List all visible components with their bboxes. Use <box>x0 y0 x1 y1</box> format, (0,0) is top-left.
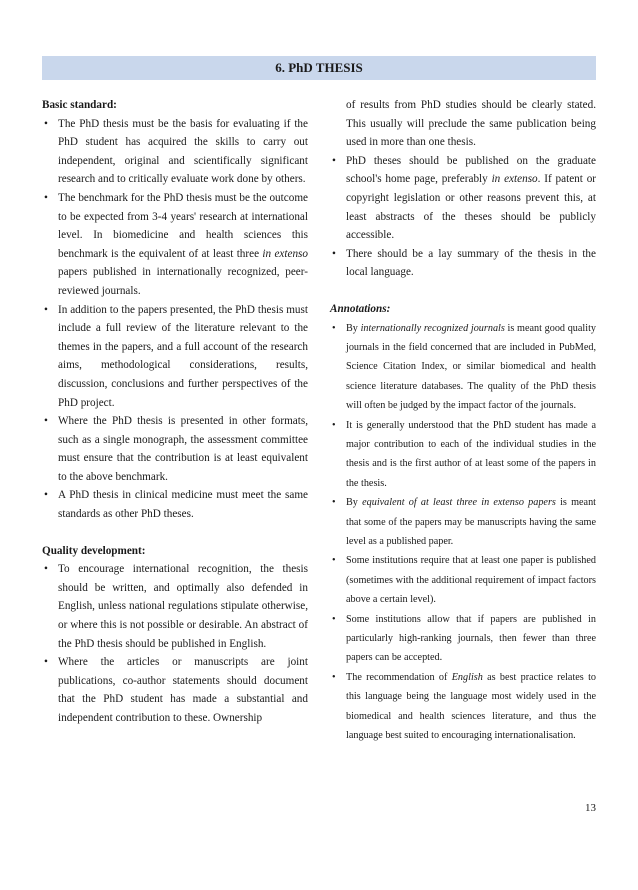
quality-development-list-continued <box>330 152 596 282</box>
item-text: The recommendation of <box>346 671 452 683</box>
list-item <box>42 301 308 413</box>
list-item <box>330 245 596 282</box>
item-text: Where the articles or manuscripts are joint publications, co-author statements should document that the PhD student has made a substantial and independent contribution to these. Ownership <box>58 656 308 724</box>
item-emphasis: internationally recognized journals <box>360 322 505 334</box>
item-text: It is generally understood that the PhD student has made a major contribution to each of the individual studies in the thesis and is the first author of at least some of the papers in the thesis. <box>346 419 596 489</box>
list-item <box>42 560 308 653</box>
page-number: 13 <box>585 802 596 814</box>
annotations-list <box>330 319 596 746</box>
list-item <box>330 416 596 494</box>
section-title: 6. PhD THESIS <box>42 56 596 80</box>
right-column <box>330 96 596 745</box>
item-text: There should be a lay summary of the thesis in the local language. <box>346 247 596 279</box>
left-column <box>42 96 308 728</box>
list-item <box>330 152 596 245</box>
list-item <box>42 653 308 727</box>
item-text: papers published in internationally recognized, peer-reviewed journals. <box>58 266 308 297</box>
item-text: Some institutions require that at least one paper is published (sometimes with the additional requirement of impact factors above a certain level). <box>346 555 596 606</box>
item-text: A PhD thesis in clinical medicine must meet the same standards as other PhD theses. <box>58 489 308 521</box>
item-text: The PhD thesis must be the basis for evaluating if the PhD student has acquired the skills to carry out independent, original and scientifically significant research and to critically evaluate work done by others. <box>58 117 308 186</box>
item-text: is meant that some of the papers may be manuscripts having the same level as a published paper. <box>346 497 597 547</box>
item-emphasis: equivalent of at least three in extenso papers <box>362 497 556 509</box>
quality-development-list <box>42 560 308 727</box>
item-text: Where the PhD thesis is presented in other formats, such as a single monograph, the assessment committee must ensure that the contribution is at least equivalent to the above benchmark. <box>58 415 308 483</box>
list-item <box>330 668 596 746</box>
item-text: . If patent or copyright legislation or other reasons prevent this, at least abstracts of the theses should be publicly accessible. <box>346 173 597 242</box>
item-text: is meant good quality journals in the field concerned that are included in PubMed, Science Citation Index, or similar biomedical and health science literature databases. The quality of the PhD thesis will often be judged by the impact factor of the journals. <box>346 322 597 412</box>
basic-standard-heading: Basic standard: <box>42 99 117 111</box>
list-item <box>42 486 308 523</box>
item-text: as best practice relates to this language being the language most widely used in the biomedical and health sciences literature, and thus the language best suited to encouraging internationalisation. <box>346 671 596 742</box>
item-text: By <box>346 497 363 509</box>
list-item <box>330 319 596 416</box>
continued-text: of results from PhD studies should be clearly stated. This usually will preclude the same publication being used in more than one thesis. <box>346 99 596 149</box>
item-text: Some institutions allow that if papers are published in particularly high-ranking journals, then fewer than three papers can be accepted. <box>346 613 596 664</box>
item-emphasis: in extenso <box>491 173 538 186</box>
list-item <box>330 610 596 668</box>
item-text: The benchmark for the PhD thesis must be the outcome to be expected from 3-4 years' research at international level. In biomedicine and health sciences this benchmark is the equivalent of at least three <box>58 191 308 260</box>
item-emphasis: in extenso <box>262 247 308 260</box>
item-emphasis: English <box>451 671 483 683</box>
list-item <box>42 189 308 301</box>
basic-standard-list <box>42 115 308 524</box>
item-text: To encourage international recognition, the thesis should be written, and optimally also defended in English, unless national regulations stipulate otherwise, or where this is not possible or desirable. An abstract of the PhD thesis should be published in English. <box>58 563 308 650</box>
list-item <box>330 493 596 551</box>
list-item <box>42 115 308 189</box>
list-item <box>330 551 596 609</box>
item-text: By <box>346 322 361 334</box>
list-item <box>42 412 308 486</box>
item-text: PhD theses should be published on the graduate school's home page, preferably <box>346 154 596 186</box>
annotations-heading: Annotations: <box>330 302 391 315</box>
quality-development-heading: Quality development: <box>42 544 146 557</box>
item-text: In addition to the papers presented, the PhD thesis must include a full review of the literature relevant to the themes in the papers, and a full account of the research aims, methodological considerations, results, discussion, conclusions and further perspectives of the PhD project. <box>58 303 308 409</box>
